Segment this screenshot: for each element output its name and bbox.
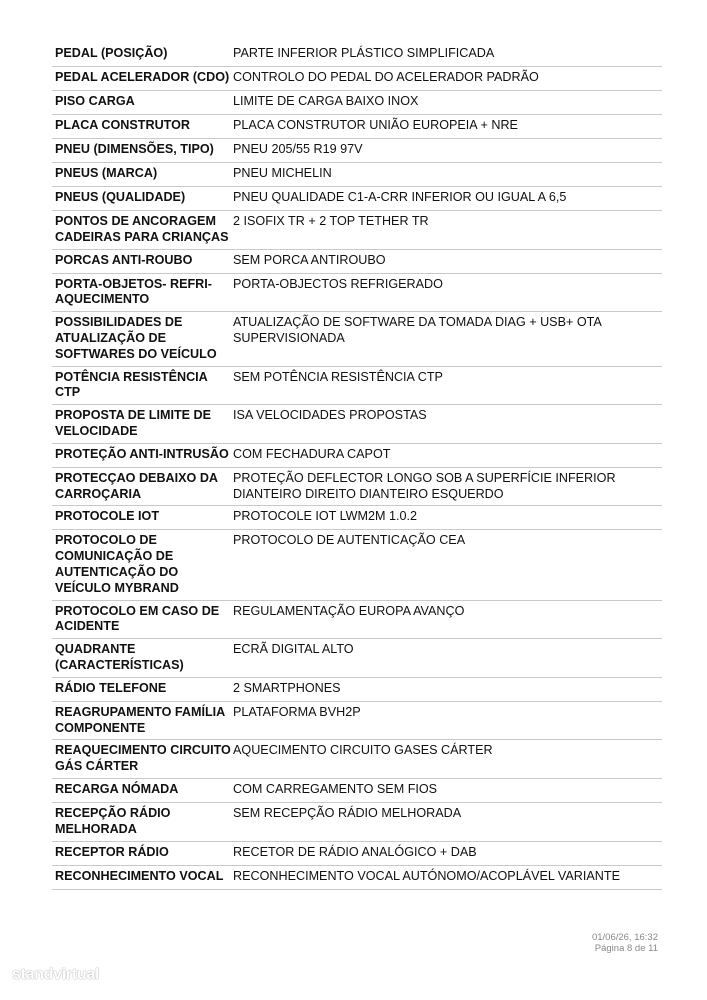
spec-label: PROTOCOLO EM CASO DE ACIDENTE	[55, 603, 220, 634]
spec-row	[52, 468, 662, 507]
spec-row	[52, 639, 662, 678]
spec-label: RÁDIO TELEFONE	[55, 680, 167, 695]
spec-value: LIMITE DE CARGA BAIXO INOX	[233, 94, 419, 108]
spec-label: REAQUECIMENTO CIRCUITO GÁS CÁRTER	[55, 743, 231, 774]
spec-label: PNEUS (MARCA)	[55, 166, 158, 180]
specification-table	[52, 43, 662, 890]
spec-value: ISA VELOCIDADES PROPOSTAS	[233, 408, 427, 423]
spec-label: RECEPTOR RÁDIO	[55, 844, 169, 859]
spec-value: REGULAMENTAÇÃO EUROPA AVANÇO	[233, 603, 465, 618]
spec-label: PROTEÇÃO ANTI-INTRUSÃO	[55, 446, 229, 461]
watermark-logo: standvirtual	[12, 966, 100, 983]
spec-value: 2 ISOFIX TR + 2 TOP TETHER TR	[233, 214, 429, 228]
spec-label: PEDAL (POSIÇÃO)	[55, 46, 168, 60]
spec-label: QUADRANTE (CARACTERÍSTICAS)	[55, 642, 184, 672]
spec-value: SEM PORCA ANTIROUBO	[233, 252, 386, 267]
spec-row	[52, 702, 662, 741]
spec-value: PROTOCOLE IOT LWM2M 1.0.2	[233, 509, 418, 524]
spec-row	[52, 250, 662, 274]
spec-value: 2 SMARTPHONES	[233, 680, 341, 695]
spec-row	[52, 405, 662, 444]
spec-value: PARTE INFERIOR PLÁSTICO SIMPLIFICADA	[233, 46, 495, 60]
spec-value: ATUALIZAÇÃO DE SOFTWARE DA TOMADA DIAG + USB+ OTA SUPERVISIONADA	[233, 315, 602, 345]
spec-row	[52, 506, 662, 530]
spec-row	[52, 444, 662, 468]
spec-label: PROTOCOLE IOT	[55, 509, 160, 524]
spec-row	[52, 115, 662, 139]
spec-row	[52, 779, 662, 803]
spec-value: PROTOCOLO DE AUTENTICAÇÃO CEA	[233, 533, 466, 548]
spec-label: PROTOCOLO DE COMUNICAÇÃO DE AUTENTICAÇÃO DO VEÍCULO MYBRAND	[55, 533, 179, 595]
spec-value: PROTEÇÃO DEFLECTOR LONGO SOB A SUPERFÍCIE INFERIOR DIANTEIRO DIREITO DIANTEIRO ESQUERDO	[233, 470, 616, 501]
spec-label: PNEU (DIMENSÕES, TIPO)	[55, 142, 214, 156]
spec-row	[52, 740, 662, 779]
spec-row	[52, 601, 662, 640]
spec-value: PORTA-OBJECTOS REFRIGERADO	[233, 276, 443, 291]
spec-label: PISO CARGA	[55, 94, 135, 108]
spec-row	[52, 211, 662, 250]
spec-label: PEDAL ACELERADOR (CDO)	[55, 70, 230, 84]
spec-label: POSSIBILIDADES DE ATUALIZAÇÃO DE SOFTWARES DO VEÍCULO	[55, 315, 217, 361]
spec-row	[52, 367, 662, 406]
spec-value: COM FECHADURA CAPOT	[233, 446, 391, 461]
spec-label: RECARGA NÓMADA	[55, 781, 179, 796]
spec-value: AQUECIMENTO CIRCUITO GASES CÁRTER	[233, 743, 493, 758]
spec-value: PNEU 205/55 R19 97V	[233, 142, 363, 156]
spec-row	[52, 91, 662, 115]
spec-label: REAGRUPAMENTO FAMÍLIA COMPONENTE	[55, 704, 225, 735]
spec-value: RECONHECIMENTO VOCAL AUTÓNOMO/ACOPLÁVEL VARIANTE	[233, 868, 620, 883]
spec-label: PORTA-OBJETOS- REFRI-AQUECIMENTO	[55, 276, 212, 307]
spec-row	[52, 139, 662, 163]
spec-row	[52, 842, 662, 866]
spec-row	[52, 67, 662, 91]
spec-label: PONTOS DE ANCORAGEM CADEIRAS PARA CRIANÇAS	[55, 214, 229, 244]
spec-value: SEM RECEPÇÃO RÁDIO MELHORADA	[233, 805, 462, 820]
page-number: Página 8 de 11	[594, 943, 658, 954]
print-datetime: 01/06/26, 16:32	[591, 932, 658, 943]
spec-row	[52, 530, 662, 600]
spec-label: RECONHECIMENTO VOCAL	[55, 868, 224, 883]
spec-label: PLACA CONSTRUTOR	[55, 118, 191, 132]
spec-value: PLATAFORMA BVH2P	[233, 704, 361, 719]
spec-row	[52, 312, 662, 366]
spec-row	[52, 803, 662, 842]
spec-row	[52, 678, 662, 702]
spec-label: POTÊNCIA RESISTÊNCIA CTP	[55, 369, 208, 400]
spec-label: PROTECÇAO DEBAIXO DA CARROÇARIA	[55, 470, 218, 501]
spec-value: PNEU MICHELIN	[233, 166, 332, 180]
spec-value: SEM POTÊNCIA RESISTÊNCIA CTP	[233, 369, 443, 384]
spec-row	[52, 43, 662, 67]
spec-row	[52, 866, 662, 890]
spec-value: COM CARREGAMENTO SEM FIOS	[233, 781, 438, 796]
spec-value: PNEU QUALIDADE C1-A-CRR INFERIOR OU IGUAL A 6,5	[233, 190, 567, 204]
spec-label: RECEPÇÃO RÁDIO MELHORADA	[55, 805, 171, 836]
spec-label: PORCAS ANTI-ROUBO	[55, 252, 193, 267]
spec-value: CONTROLO DO PEDAL DO ACELERADOR PADRÃO	[233, 70, 539, 84]
spec-row	[52, 187, 662, 211]
spec-row	[52, 163, 662, 187]
spec-value: PLACA CONSTRUTOR UNIÃO EUROPEIA + NRE	[233, 118, 518, 132]
spec-label: PNEUS (QUALIDADE)	[55, 190, 186, 204]
page-footer	[592, 932, 658, 954]
spec-value: RECETOR DE RÁDIO ANALÓGICO + DAB	[233, 844, 477, 859]
spec-row	[52, 274, 662, 313]
spec-value: ECRÃ DIGITAL ALTO	[233, 642, 354, 657]
spec-label: PROPOSTA DE LIMITE DE VELOCIDADE	[55, 408, 212, 438]
